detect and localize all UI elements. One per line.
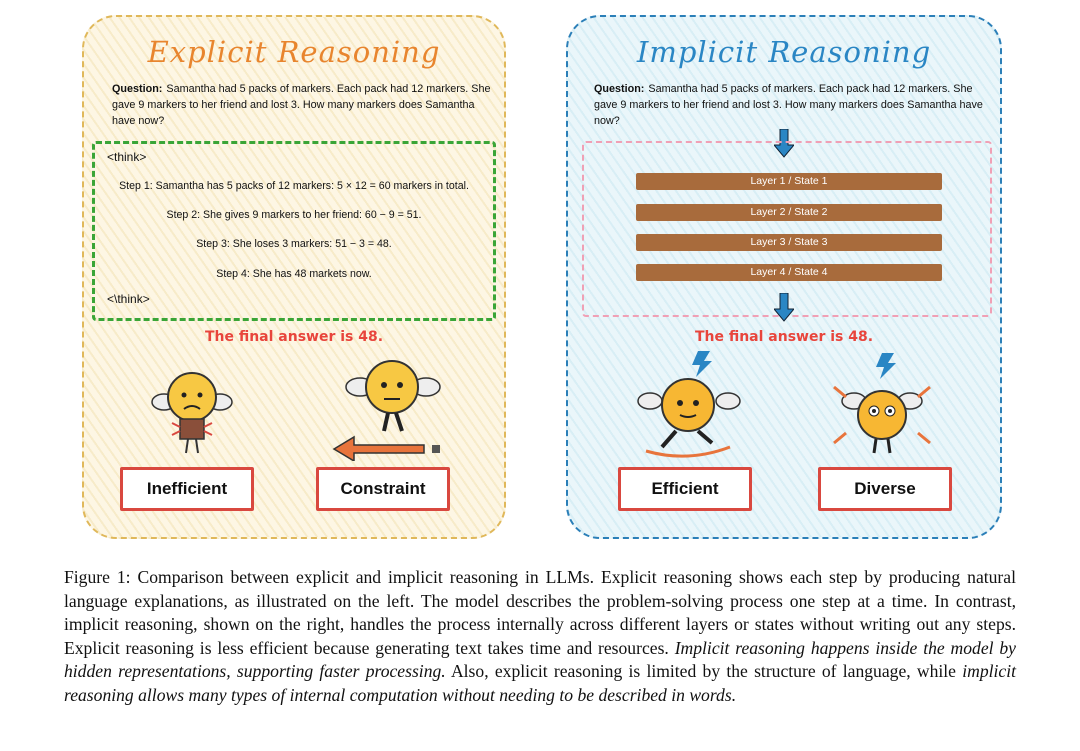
implicit-question <box>594 81 986 129</box>
caption-italic-2: implicit reasoning allows many types of internal computation without needing to be described in words. <box>64 661 1016 705</box>
caption-part-1: Figure 1: Comparison between explicit and implicit reasoning in LLMs. Explicit reasoning shows each step by producing natural language explanations, as illustrated on the left. The model describes the problem-solving process one step at a time. In contrast, implicit reasoning, shown on the right, handles the process internally across different layers or states without writing out any steps. Explicit reasoning is less efficient because generating text takes time and resources. <box>64 567 1016 658</box>
head <box>168 373 216 421</box>
think-open-tag: <think> <box>107 150 147 164</box>
implicit-title: Implicit Reasoning <box>636 35 932 69</box>
step-2: Step 2: She gives 9 markers to her friend: 60 − 9 = 51. <box>166 209 422 221</box>
diverse-label: Diverse <box>818 467 952 511</box>
implicit-reasoning-panel <box>566 15 1002 539</box>
caption-part-2: Also, explicit reasoning is limited by the structure of language, while <box>445 661 963 682</box>
think-box <box>92 141 496 321</box>
left-arrow-icon <box>334 437 424 461</box>
step-4: Step 4: She has 48 markets now. <box>216 268 372 280</box>
head <box>662 379 714 431</box>
lightning-icon <box>692 351 712 377</box>
layer-3: Layer 3 / State 3 <box>636 234 942 251</box>
inefficient-label: Inefficient <box>120 467 254 511</box>
think-close-tag: <\think> <box>107 292 150 306</box>
explicit-question <box>112 81 492 129</box>
explicit-final-answer: The final answer is 48. <box>204 329 384 345</box>
lightning-icon <box>876 353 896 379</box>
hidden-layers-box <box>582 141 992 317</box>
layer-4: Layer 4 / State 4 <box>636 264 942 281</box>
explicit-title: Explicit Reasoning <box>147 35 441 69</box>
constrained-brain-character <box>328 349 458 461</box>
explicit-reasoning-panel <box>82 15 506 539</box>
confused-brain-character <box>142 357 242 457</box>
question-text: Samantha had 5 packs of markers. Each pack had 12 markers. She gave 9 markers to her friend and lost 3. How many markers does Samantha have now? <box>112 83 491 127</box>
layer-1: Layer 1 / State 1 <box>636 173 942 190</box>
diverse-brain-character <box>824 353 934 465</box>
layer-2: Layer 2 / State 2 <box>636 204 942 221</box>
question-label: Question: <box>112 83 163 95</box>
figure-caption <box>64 566 1016 708</box>
question-text: Samantha had 5 packs of markers. Each pack had 12 markers. She gave 9 markers to her friend and lost 3. How many markers does Samantha have now? <box>594 83 983 127</box>
book <box>180 419 204 439</box>
caption-italic-1: Implicit reasoning happens inside the model by hidden representations, supporting faster processing. <box>64 637 1016 682</box>
running-brain-character <box>632 351 742 463</box>
step-1: Step 1: Samantha has 5 packs of 12 markers: 5 × 12 = 60 markers in total. <box>119 180 469 192</box>
constraint-label: Constraint <box>316 467 450 511</box>
step-3: Step 3: She loses 3 markers: 51 − 3 = 48. <box>196 238 392 250</box>
head <box>858 391 906 439</box>
question-label: Question: <box>594 83 645 95</box>
head <box>366 361 418 413</box>
efficient-label: Efficient <box>618 467 752 511</box>
down-arrow-icon <box>774 293 794 323</box>
implicit-final-answer: The final answer is 48. <box>694 329 874 345</box>
